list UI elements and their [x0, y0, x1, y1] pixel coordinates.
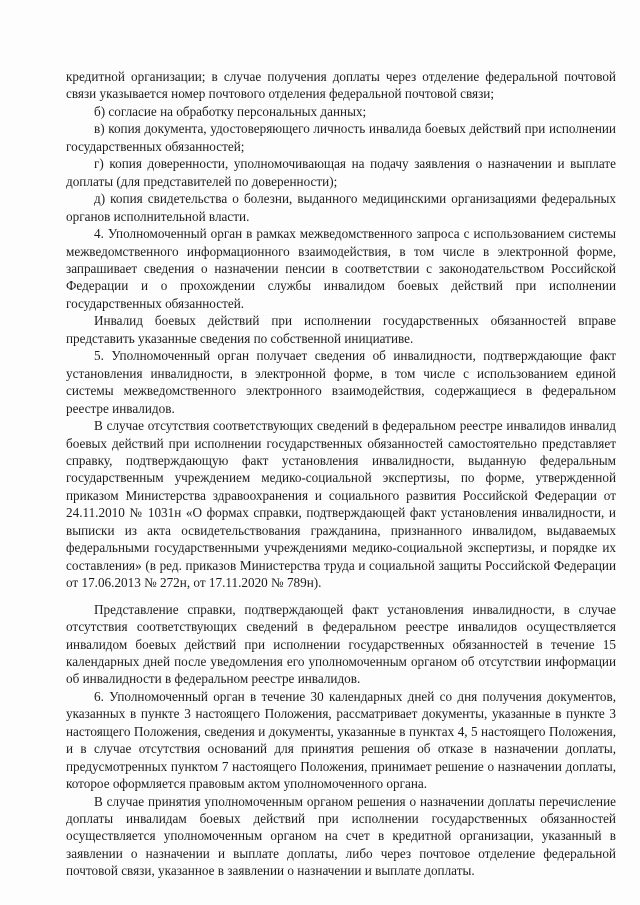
- clause-6: 6. Уполномоченный орган в течение 30 календарных дней со дня получения документов, указанных в пункте 3 настоящего Положения, рассматривает документы, указанные в пункте 3 настоящего Положения, сведения и документы, указанные в пунктах 4, 5 настоящего Положения, и в случае отсутствия оснований для принятия решения об отказе в назначении доплаты, предусмотренных пунктом 7 настоящего Положения, принимает решение о назначении доплаты, которое оформляется правовым актом уполномоченного органа.: [66, 688, 616, 792]
- clause-5-absent-records: В случае отсутствия соответствующих сведений в федеральном реестре инвалидов инвалид боевых действий при исполнении государственных обязанностей самостоятельно представляет справку, подтверждающую факт установления инвалидности, выданную федеральным государственным учреждением медико-социальной экспертизы, по форме, утвержденной приказом Министерства здравоохранения и социального развития Российской Федерации от 24.11.2010 № 1031н «О формах справки, подтверждающей факт установления инвалидности, и выписки из акта освидетельствования гражданина, признанного инвалидом, выдаваемых федеральными государственными учреждениями медико-социальной экспертизы, и порядке их составления» (в ред. приказов Министерства труда и социальной защиты Российской Федерации от 17.06.2013 № 272н, от 17.11.2020 № 789н).: [66, 418, 616, 591]
- list-item-g: г) копия доверенности, уполномочивающая на подачу заявления о назначении и выплате доплаты (для представителей по доверенности);: [66, 156, 616, 189]
- list-item-v: в) копия документа, удостоверяющего личность инвалида боевых действий при исполнении государственных обязанностей;: [66, 121, 616, 154]
- clause-4-note: Инвалид боевых действий при исполнении государственных обязанностей вправе представить указанные сведения по собственной инициативе.: [66, 313, 616, 346]
- list-item-d: д) копия свидетельства о болезни, выданного медицинскими организациями федеральных органов исполнительной власти.: [66, 191, 616, 224]
- clause-4: 4. Уполномоченный орган в рамках межведомственного запроса с использованием системы межведомственного информационного взаимодействия, в том числе в электронной форме, запрашивает сведения о назначении пенсии в соответствии с законодательством Российской Федерации и о прохождении службы инвалидом боевых действий при исполнении государственных обязанностей.: [66, 226, 616, 311]
- document-body: [66, 68, 616, 880]
- clause-6-payment: В случае принятия уполномоченным органом решения о назначении доплаты перечисление доплаты инвалидам боевых действий при исполнении государственных обязанностей осуществляется уполномоченным органом на счет в кредитной организации, указанный в заявлении о назначении и выплате доплаты, либо через почтовое отделение федеральной почтовой связи, указанное в заявлении о назначении и выплате доплаты.: [66, 793, 616, 879]
- clause-5-certificate-deadline: Представление справки, подтверждающей факт установления инвалидности, в случае отсутствия соответствующих сведений в федеральном реестре инвалидов осуществляется инвалидом боевых действий при исполнении государственных обязанностей в течение 15 календарных дней после уведомления его уполномоченным органом об отсутствии информации об инвалидности в федеральном реестре инвалидов.: [66, 601, 616, 687]
- clause-5: 5. Уполномоченный орган получает сведения об инвалидности, подтверждающие факт установления инвалидности, в электронной форме, в том числе с использованием единой системы межведомственного электронного взаимодействия, содержащиеся в федеральном реестре инвалидов.: [66, 348, 616, 416]
- list-item-b: б) согласие на обработку персональных данных;: [94, 103, 367, 119]
- paragraph-continuation: кредитной организации; в случае получения доплаты через отделение федеральной почтовой связи указывается номер почтового отделения федеральной почтовой связи;: [66, 69, 616, 102]
